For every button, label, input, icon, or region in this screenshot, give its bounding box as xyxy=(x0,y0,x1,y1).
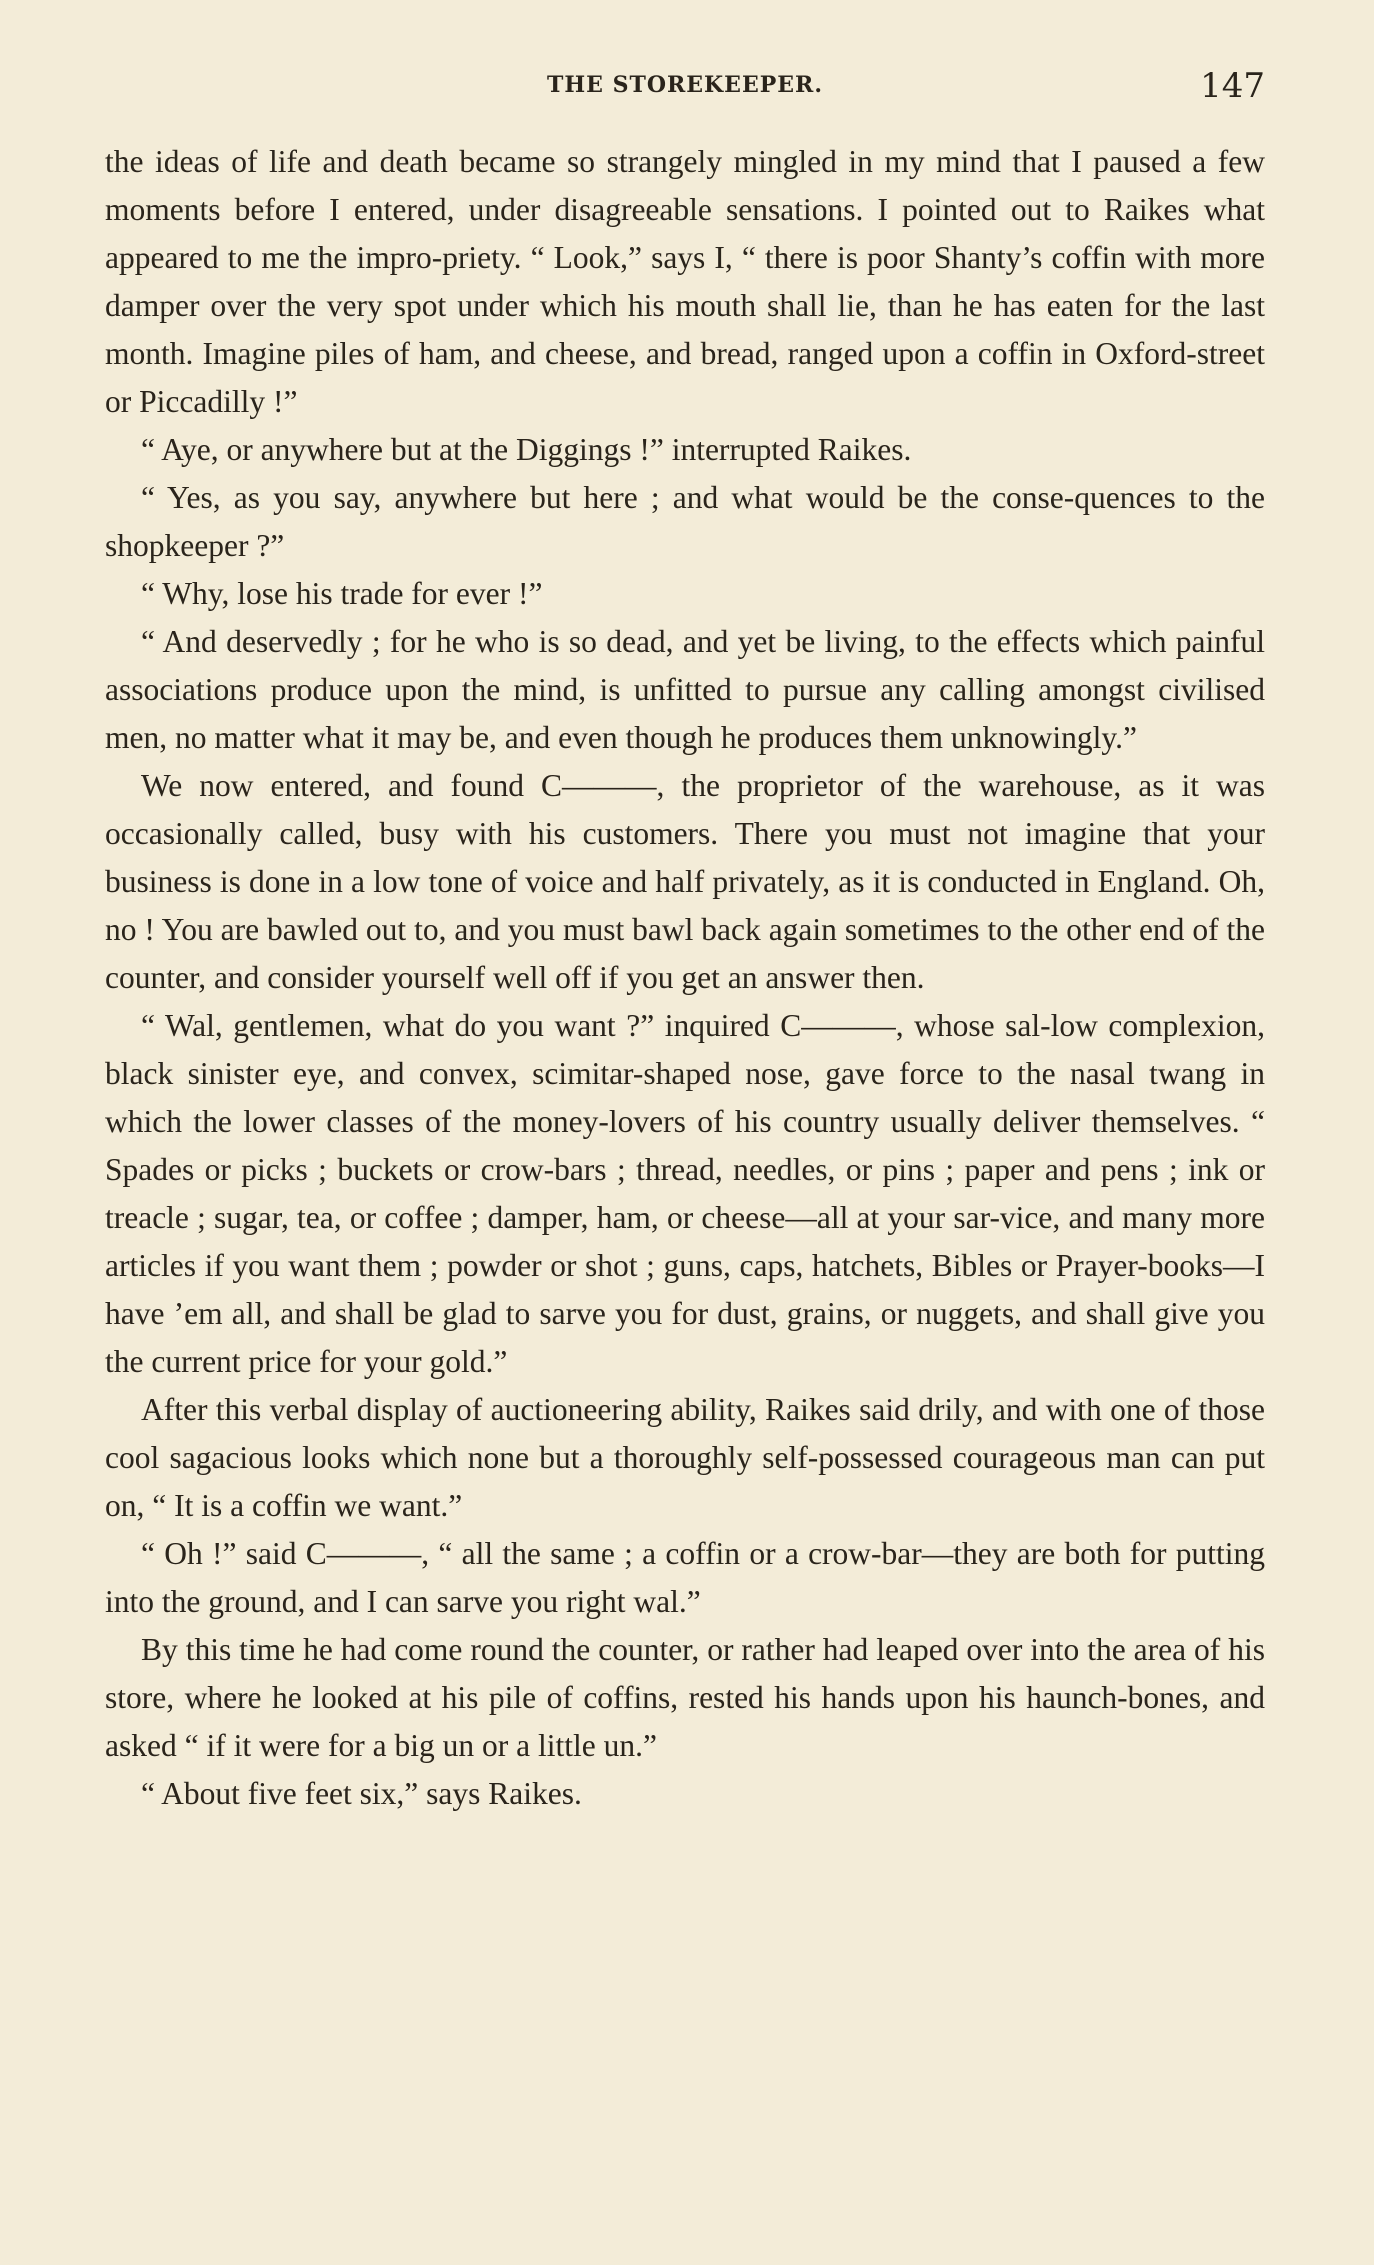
body-text xyxy=(105,138,1265,1818)
paragraph: “ Oh !” said C———, “ all the same ; a coffin or a crow-bar—they are both for putting into the ground, and I can sarve you right wal.” xyxy=(105,1536,1265,1619)
paragraph: the ideas of life and death became so strangely mingled in my mind that I paused a few moments before I entered, under disagreeable sensations. I pointed out to Raikes what appeared to me the impro-priety. “ Look,” says I, “ there is poor Shanty’s coffin with more damper over the very spot under which his mouth shall lie, than he has eaten for the last month. Imagine piles of ham, and cheese, and bread, ranged upon a coffin in Oxford-street or Piccadilly !” xyxy=(105,144,1265,419)
running-title: THE STOREKEEPER. xyxy=(547,72,823,98)
paragraph: We now entered, and found C———, the proprietor of the warehouse, as it was occasionally called, busy with his customers. There you must not imagine that your business is done in a low tone of voice and half privately, as it is conducted in England. Oh, no ! You are bawled out to, and you must bawl back again sometimes to the other end of the counter, and consider yourself well off if you get an answer then. xyxy=(105,768,1265,995)
paragraph: “ Aye, or anywhere but at the Diggings !” interrupted Raikes. xyxy=(141,432,912,467)
page-number: 147 xyxy=(1200,66,1265,106)
paragraph: “ Wal, gentlemen, what do you want ?” inquired C———, whose sal-low complexion, black sinister eye, and convex, scimitar-shaped nose, gave force to the nasal twang in which the lower classes of the money-lovers of his country usually deliver themselves. “ Spades or picks ; buckets or crow-bars ; thread, needles, or pins ; paper and pens ; ink or treacle ; sugar, tea, or coffee ; damper, ham, or cheese—all at your sar-vice, and many more articles if you want them ; powder or shot ; guns, caps, hatchets, Bibles or Prayer-books—I have ’em all, and shall be glad to sarve you for dust, grains, or nuggets, and shall give you the current price for your gold.” xyxy=(105,1008,1265,1379)
paragraph: “ Yes, as you say, anywhere but here ; and what would be the conse-quences to the shopkeeper ?” xyxy=(105,480,1265,563)
paragraph: “ And deservedly ; for he who is so dead, and yet be living, to the effects which painful associations produce upon the mind, is unfitted to pursue any calling amongst civilised men, no matter what it may be, and even though he produces them unknowingly.” xyxy=(105,624,1265,755)
running-head xyxy=(105,68,1265,118)
paragraph: “ About five feet six,” says Raikes. xyxy=(141,1776,582,1811)
paragraph: “ Why, lose his trade for ever !” xyxy=(141,576,543,611)
paragraph: By this time he had come round the counter, or rather had leaped over into the area of his store, where he looked at his pile of coffins, rested his hands upon his haunch-bones, and asked “ if it were for a big un or a little un.” xyxy=(105,1632,1265,1763)
paragraph: After this verbal display of auctioneering ability, Raikes said drily, and with one of those cool sagacious looks which none but a thoroughly self-possessed courageous man can put on, “ It is a coffin we want.” xyxy=(105,1392,1265,1523)
